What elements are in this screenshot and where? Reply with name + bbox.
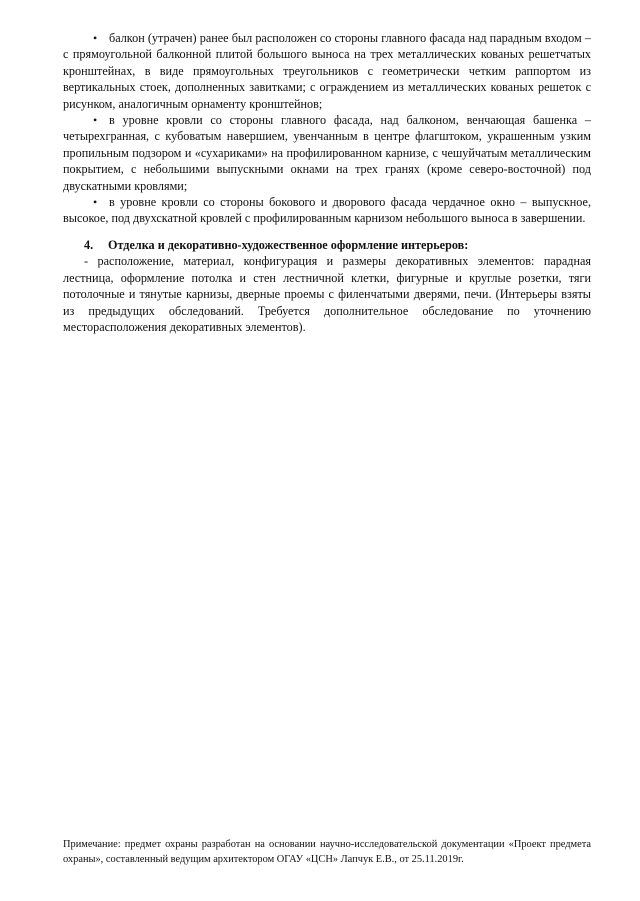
bullet-marker: • [93, 113, 98, 128]
bullet-marker: • [93, 195, 98, 210]
section-number: 4. [84, 237, 94, 252]
bullet-item-balcony [63, 30, 591, 112]
bullet-text: в уровне кровли со стороны главного фасада, над балконом, венчающая башенка – четырехгранная, с кубоватым навершием, увенчанным в центре флагштоком, украшенным узким пропильным подзором и «сухариками» на профилированном карнизе, с чешуйчатым металлическим покрытием, с небольшими выпускными окнами на трех гранях (кроме северо-восточной) под двускатными кровлями; [63, 113, 591, 193]
bullet-marker: • [93, 31, 98, 45]
bullet-text: в уровне кровли со стороны бокового и дворового фасада чердачное окно – выпускное, высокое, под двухскатной кровлей с профилированным карнизом небольшого выноса в завершении. [63, 195, 591, 226]
bullet-item-attic-window [63, 194, 591, 227]
section-spacer [63, 227, 591, 237]
bullet-text: балкон (утрачен) ранее был расположен со стороны главного фасада над парадным входом – с прямоугольной балконной плитой большого выноса на трех металлических кованых решетчатых кронштейнах, в виде прямоугольных треугольников с геометрически четким раппортом из вертикальных стоек, дополненных завитками; с ограждением из металлических кованых решеток с рисунком, аналогичным орнаменту кронштейнов; [63, 31, 591, 111]
bullet-item-turret [63, 112, 591, 194]
document-body [63, 30, 591, 335]
section-body-text: - расположение, материал, конфигурация и размеры декоративных элементов: парадная лестница, оформление потолка и стен лестничной клетки, фигурные и круглые розетки, тяги потолочные и тянутые карнизы, дверные проемы с филенчатыми дверями, печи. (Интерьеры взяты из предыдущих обследований. Требуется дополнительное обследование по уточнению месторасположения декоративных элементов). [63, 254, 591, 334]
section-title: Отделка и декоративно-художественное оформление интерьеров: [108, 237, 469, 252]
footnote: Примечание: предмет охраны разработан на основании научно-исследовательской документации «Проект предмета охраны», составленный ведущим архитектором ОГАУ «ЦСН» Лапчук Е.В., от 25.11.2019г. [63, 839, 591, 865]
section-heading [63, 237, 591, 253]
